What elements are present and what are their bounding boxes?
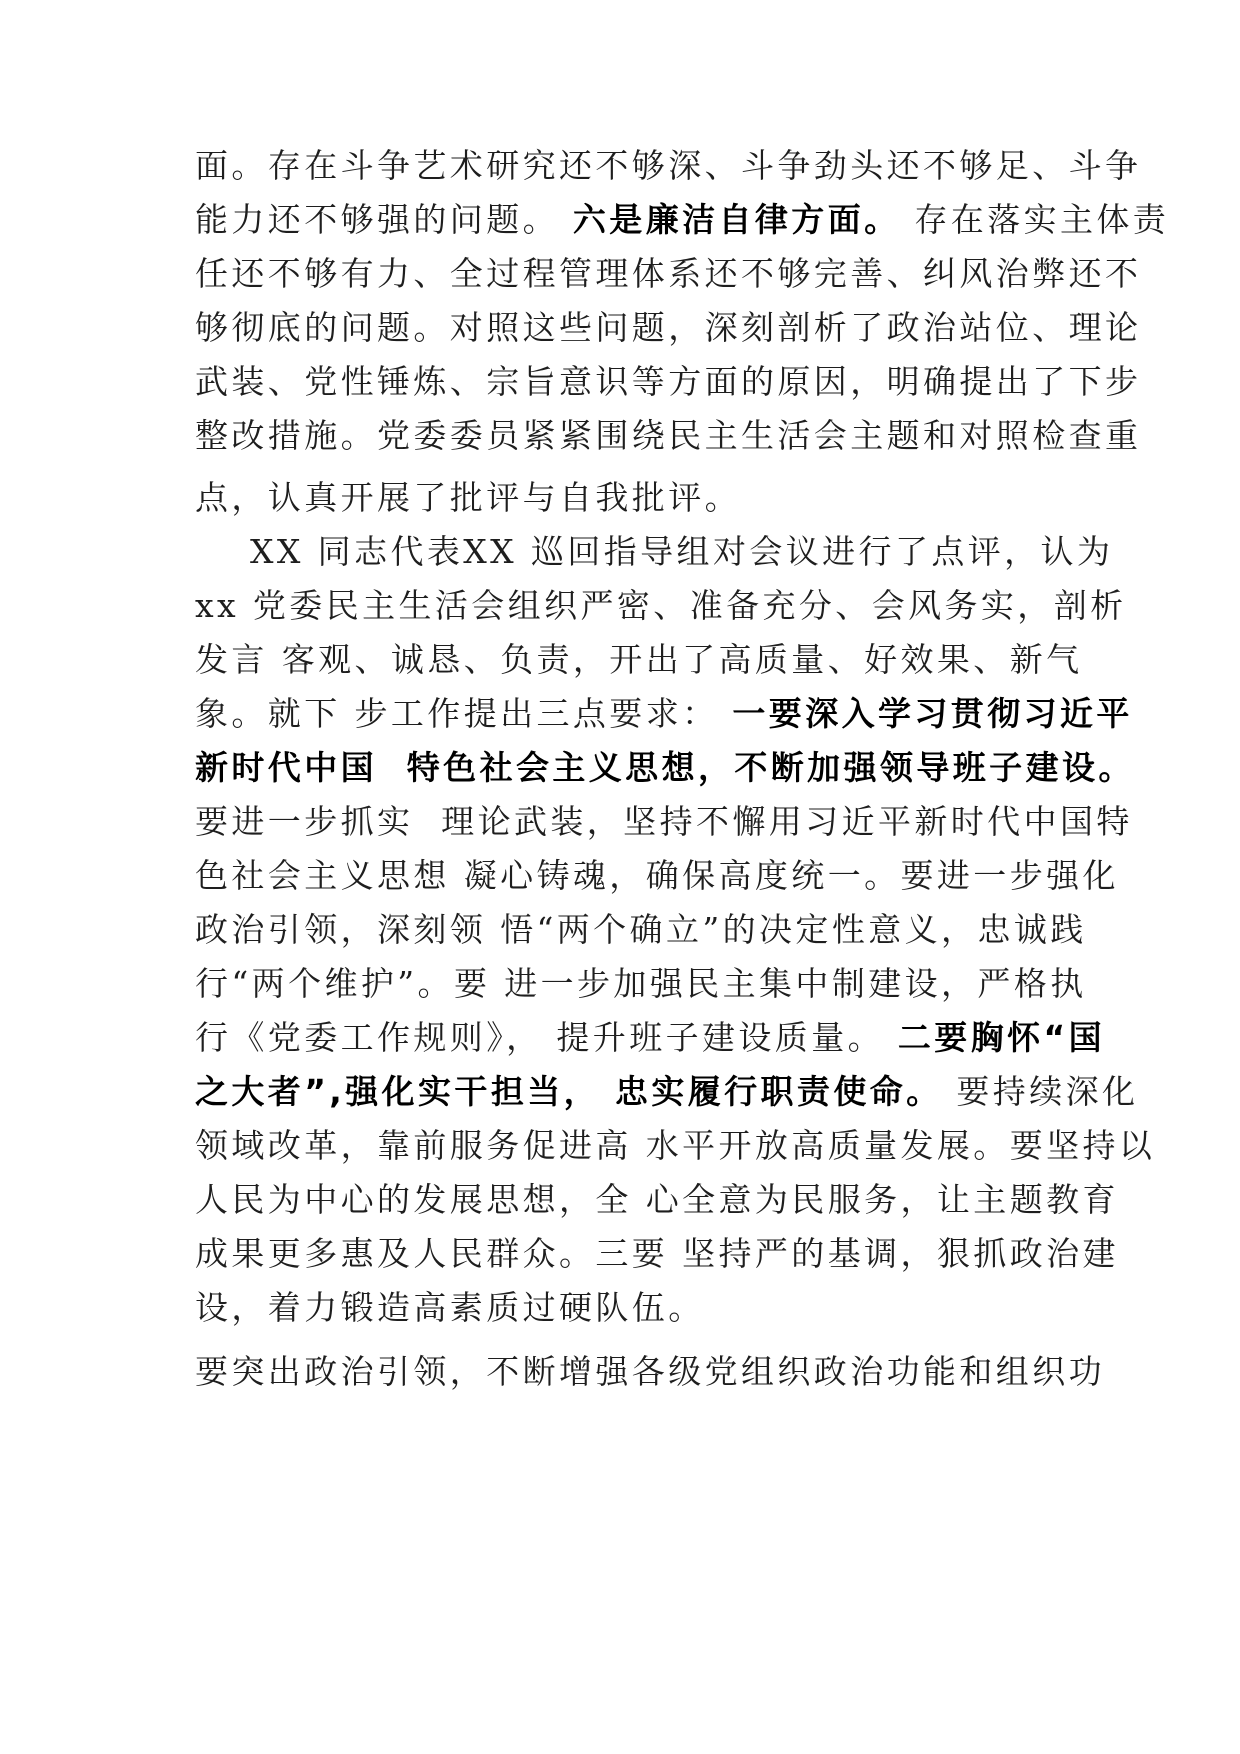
text-line: 整改措施。党委委员紧紧围绕民主生活会主题和对照检查重	[195, 416, 1142, 455]
text-line: 要进一步抓实 理论武装，坚持不懈用习近平新时代中国特	[195, 802, 1133, 841]
text-line: 武装、党性锤炼、宗旨意识等方面的原因，明确提出了下步	[195, 362, 1142, 401]
text-line: XX 同志代表XX 巡回指导组对会议进行了点评，认为	[250, 532, 1114, 571]
text-line	[195, 198, 1170, 242]
text-line: 人民为中心的发展思想，全 心全意为民服务，让主题教育	[195, 1180, 1119, 1219]
text-line: 点，认真开展了批评与自我批评。	[195, 478, 741, 517]
text-line: 面。存在斗争艺术研究还不够深、斗争劲头还不够足、斗争	[195, 146, 1142, 185]
bold-heading-span: 六是廉洁自律方面。	[572, 200, 901, 239]
bold-heading-span: 二要胸怀“国	[897, 1018, 1105, 1057]
text-span: 存在落实主体责	[900, 200, 1170, 239]
text-line: 领域改革，靠前服务促进高 水平开放高质量发展。要坚持以	[195, 1126, 1156, 1165]
text-span: 象。就下 步工作提出三点要求：	[195, 694, 733, 733]
bold-heading-span: 新时代中国 特色社会主义思想，不断加强领导班子建设。	[195, 748, 1135, 787]
text-line: 发言 客观、诚恳、负责，开出了高质量、好效果、新气	[195, 640, 1083, 679]
text-line: 要突出政治引领，不断增强各级党组织政治功能和组织功	[195, 1352, 1105, 1391]
text-span: 能力还不够强的问题。	[195, 200, 573, 239]
text-line: 行“两个维护”。要 进一步加强民主集中制建设，严格执	[195, 964, 1087, 1003]
text-line: 政治引领，深刻领 悟“两个确立”的决定性意义，忠诚践	[195, 910, 1087, 949]
text-line: xx 党委民主生活会组织严密、准备充分、会风务实，剖析	[195, 586, 1127, 625]
text-line: 色社会主义思想 凝心铸魂，确保高度统一。要进一步强化	[195, 856, 1119, 895]
text-span: 行《党委工作规则》， 提升班子建设质量。	[195, 1018, 898, 1057]
text-line: 设，着力锻造高素质过硬队伍。	[195, 1288, 705, 1327]
text-line	[195, 1016, 1105, 1060]
text-line	[195, 692, 1133, 736]
text-span: 要持续深化	[942, 1072, 1139, 1111]
bold-heading-span: 一要深入学习贯彻习近平	[732, 694, 1133, 733]
text-line: 成果更多惠及人民群众。三要 坚持严的基调，狠抓政治建	[195, 1234, 1119, 1273]
text-line	[195, 1070, 1139, 1114]
text-line: 任还不够有力、全过程管理体系还不够完善、纠风治弊还不	[195, 254, 1142, 293]
text-line	[195, 746, 1135, 790]
text-line: 够彻底的问题。对照这些问题，深刻剖析了政治站位、理论	[195, 308, 1142, 347]
bold-heading-span: 之大者”,强化实干担当， 忠实履行职责使命。	[195, 1072, 943, 1111]
